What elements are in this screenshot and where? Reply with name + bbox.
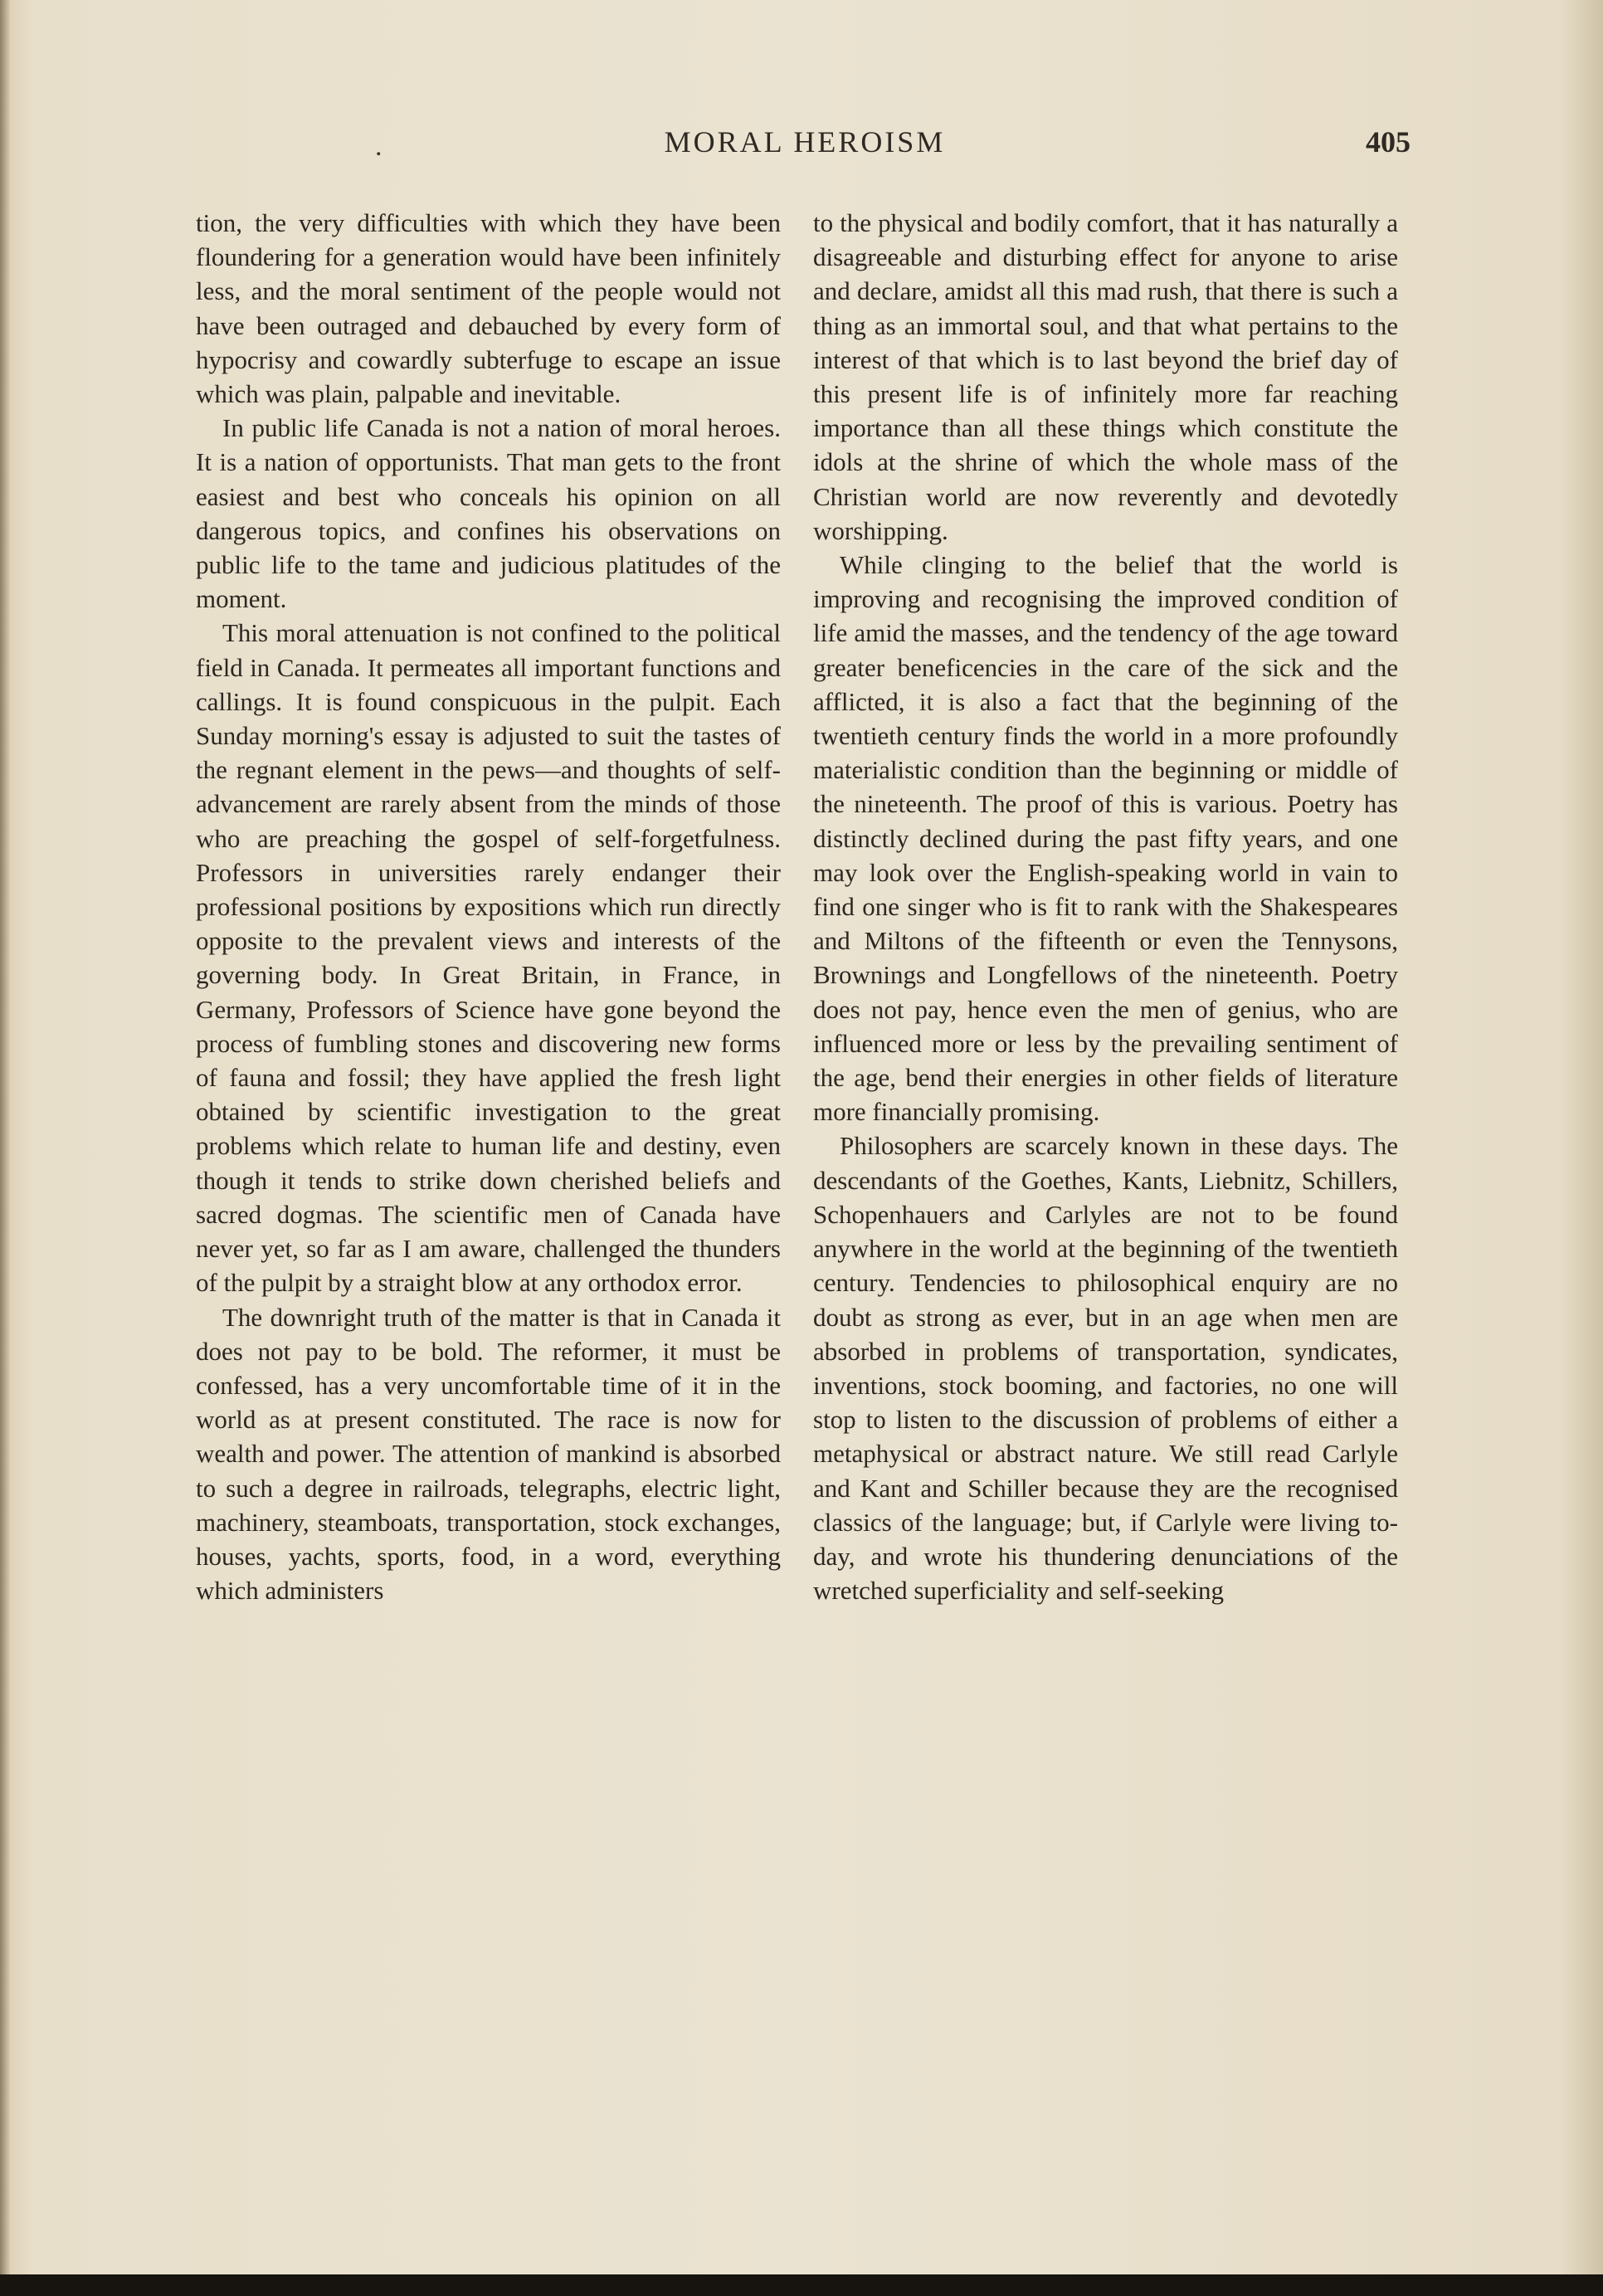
right-paragraph-2: While clinging to the belief that the world is improving and recognising the improved condition of life amid the masses, and the tendency of the age toward greater beneficencies in the care of the sick and the afflicted, it is also a fact that the beginning of the twentieth century finds the world in a more profoundly materialistic condition than the beginning or middle of the nineteenth. The proof of this is various. Poetry has distinctly declined during the past fifty years, and one may look over the English-speaking world in vain to find one singer who is fit to rank with the Shakespeares and Miltons of the fifteenth or even the Tennysons, Brownings and Longfellows of the nineteenth. Poetry does not pay, hence even the men of genius, who are influenced more or less by the prevailing sentiment of the age, bend their energies in other fields of literature more financially promising. xyxy=(813,550,1398,1127)
page-bottom-edge xyxy=(0,2274,1603,2296)
right-paragraph-1: to the physical and bodily comfort, that it has naturally a disagreeable and disturbing effect for anyone to arise and declare, amidst all this mad rush, that there is such a thing as an immortal soul, and that what pertains to the interest of that which is to last beyond the brief day of this present life is of infinitely more far reaching importance than all these things which constitute the idols at the shrine of which the whole mass of the Christian world are now reverently and devotedly worshipping. xyxy=(813,208,1398,545)
left-paragraph-2: In public life Canada is not a nation of moral heroes. It is a nation of opportunists. That man gets to the front easiest and best who conceals his opinion on all dangerous topics, and confines his observations on public life to the tame and judicious platitudes of the moment. xyxy=(196,413,781,614)
left-paragraph-4: The downright truth of the matter is that in Canada it does not pay to be bold. The reformer, it must be confessed, has a very uncomfortable time of it in the world as at present constituted. The race is now for wealth and power. The attention of mankind is absorbed to such a degree in railroads, telegraphs, electric light, machinery, steamboats, transportation, stock exchanges, houses, yachts, sports, food, in a word, everything which administers xyxy=(196,1302,781,1606)
right-column xyxy=(813,206,1398,2230)
page-header xyxy=(199,124,1411,174)
page-number: 405 xyxy=(1366,125,1411,158)
left-paragraph-1: tion, the very difficulties with which they have been floundering for a generation would have been infinitely less, and the moral sentiment of the people would not have been outraged and debauched by every form of hypocrisy and cowardly subterfuge to escape an issue which was plain, palpable and inevitable. xyxy=(196,208,781,409)
running-title: MORAL HEROISM xyxy=(664,125,946,158)
header-dot: . xyxy=(375,131,382,162)
left-column xyxy=(196,206,781,2230)
left-paragraph-3: This moral attenuation is not confined to the political field in Canada. It permeates all important functions and callings. It is found conspicuous in the pulpit. Each Sunday morning's essay is adjusted to suit the tastes of the regnant element in the pews—and thoughts of self-advancement are rarely absent from the minds of those who are preaching the gospel of self-forgetfulness. Professors in universities rarely endanger their professional positions by expositions which run directly opposite to the prevalent views and interests of the governing body. In Great Britain, in France, in Germany, Professors of Science have gone beyond the process of fumbling stones and discovering new forms of fauna and fossil; they have applied the fresh light obtained by scientific investigation to the great problems which relate to human life and destiny, even though it tends to strike down cherished beliefs and sacred dogmas. The scientific men of Canada have never yet, so far as I am aware, challenged the thunders of the pulpit by a straight blow at any orthodox error. xyxy=(196,618,781,1298)
right-paragraph-3: Philosophers are scarcely known in these days. The descendants of the Goethes, Kants, Liebnitz, Schillers, Schopenhauers and Carlyles are not to be found anywhere in the world at the beginning of the twentieth century. Tendencies to philosophical enquiry are no doubt as strong as ever, but in an age when men are absorbed in problems of transportation, syndicates, inventions, stock booming, and factories, no one will stop to listen to the discussion of problems of either a metaphysical or abstract nature. We still read Carlyle and Kant and Schiller because they are the recognised classics of the language; but, if Carlyle were living to-day, and wrote his thundering denunciations of the wretched superficiality and self-seeking xyxy=(813,1131,1398,1606)
page-binding-edge xyxy=(0,0,10,2296)
